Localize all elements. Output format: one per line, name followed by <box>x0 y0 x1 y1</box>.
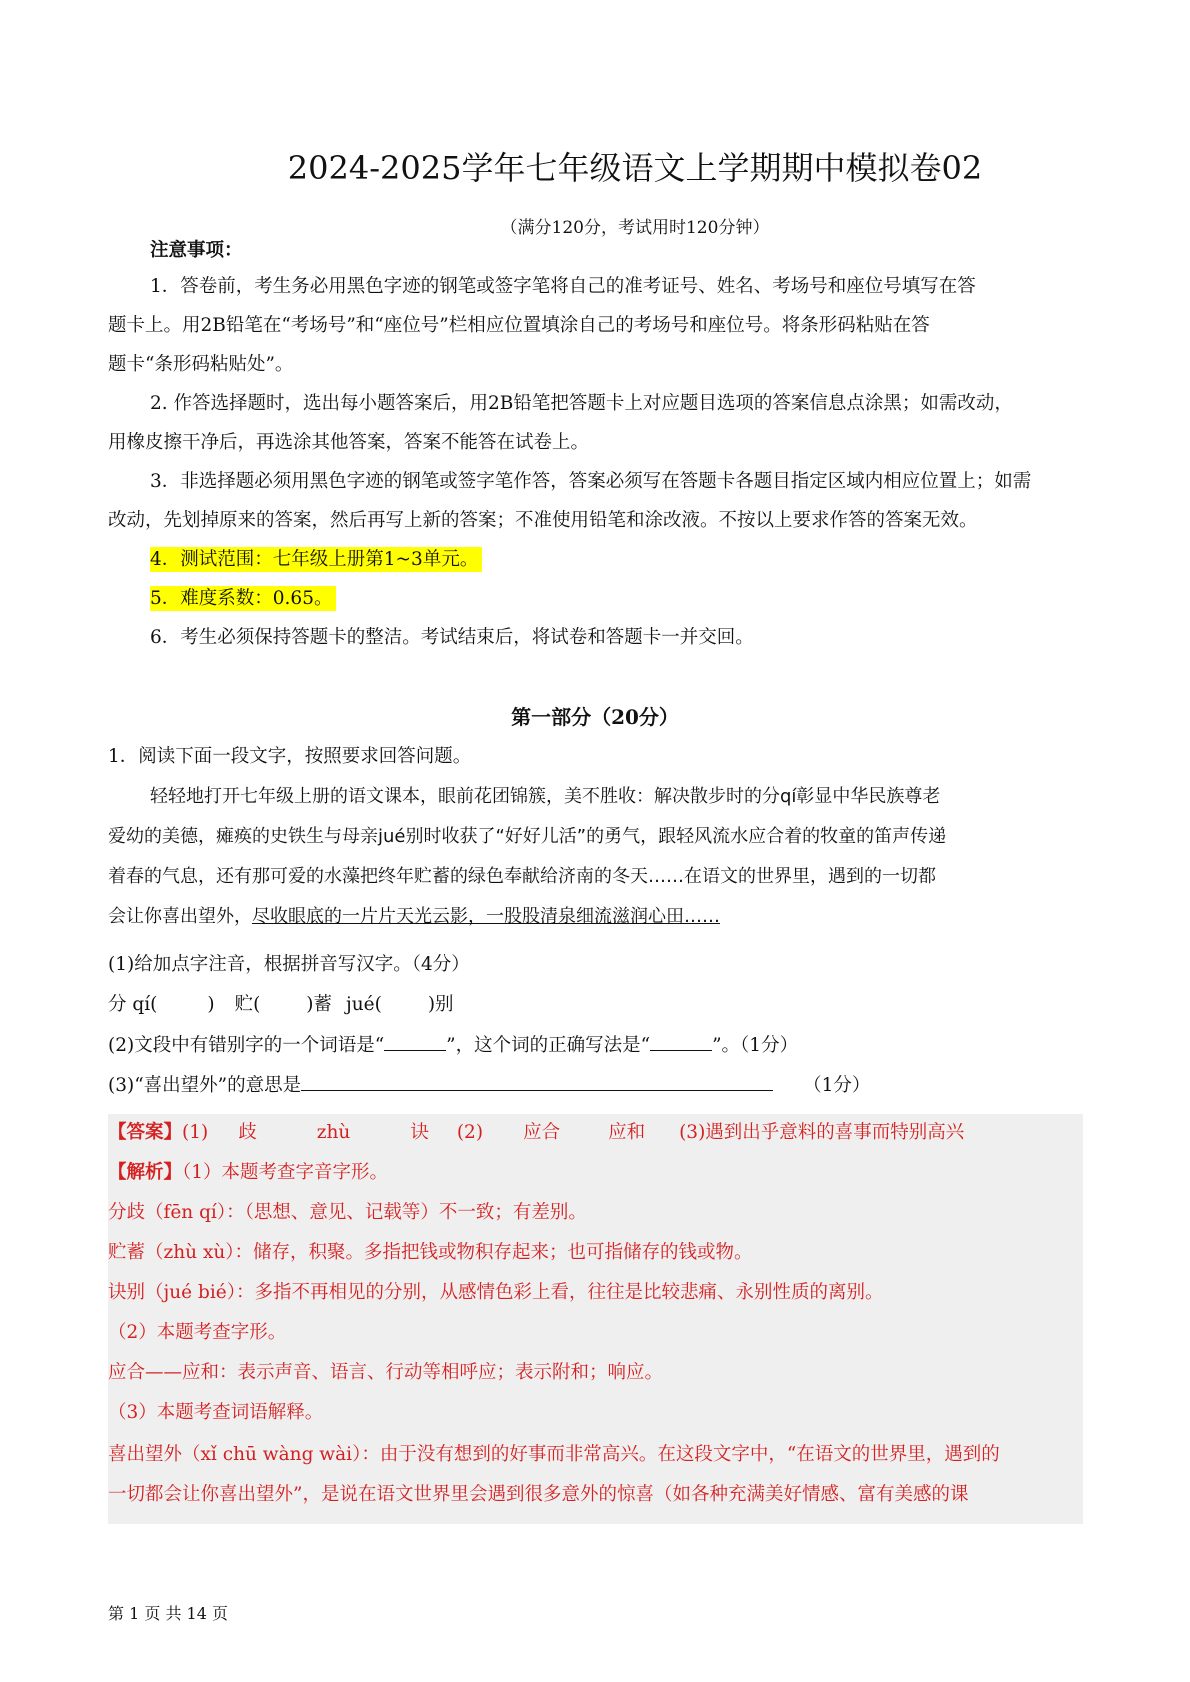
sub-question-2: (2)文段中有错别字的一个词语是“ ”，这个词的正确写法是“ ”。（1分） <box>108 1030 1083 1061</box>
answer-line: 【答案】(1) 歧 zhù 诀 (2) 应合 应和 (3)遇到出乎意料的喜事而特别高兴 <box>108 1122 965 1143</box>
passage-line <box>108 902 1083 932</box>
analysis-line: （2）本题考查字形。 <box>108 1322 287 1343</box>
passage-line: 爱幼的美德，瘫痪的史铁生与母亲jué别时收获了“好好儿活”的勇气，跟轻风流水应合着的牧童的笛声传递 <box>108 826 947 847</box>
exam-meta: （满分120分，考试用时120分钟） <box>500 218 770 238</box>
note-line: 2. 作答选择题时，选出每小题答案后，用2B铅笔把答题卡上对应题目选项的答案信息点涂黑；如需改动， <box>150 393 1013 414</box>
passage-line: 着春的气息，还有那可爱的水藻把终年贮蓄的绿色奉献给济南的冬天……在语文的世界里，遇到的一切都 <box>108 866 936 887</box>
note-line: 题卡“条形码粘贴处”。 <box>108 354 294 375</box>
analysis-line: 喜出望外（xǐ chū wàng wài）：由于没有想到的好事而非常高兴。在这段文字中，“在语文的世界里，遇到的 <box>108 1444 1000 1465</box>
notes-heading: 注意事项： <box>150 240 243 261</box>
analysis-line: 应合——应和：表示声音、语言、行动等相呼应；表示附和；响应。 <box>108 1362 664 1383</box>
note-line: 3．非选择题必须用黑色字迹的钢笔或签字笔作答，答案必须写在答题卡各题目指定区域内相应位置上；如需 <box>150 471 1032 492</box>
passage-underlined: 尽收眼底的一片片天光云影，一股股清泉细流滋润心田…… <box>252 906 720 927</box>
sub-question-3: (3)“喜出望外”的意思是 （1分） <box>108 1070 1083 1101</box>
note-line: 用橡皮擦干净后，再选涂其他答案，答案不能答在试卷上。 <box>108 432 590 453</box>
page-title: 2024-2025学年七年级语文上学期期中模拟卷02 <box>287 149 983 187</box>
note-line: 1．答卷前，考生务必用黑色字迹的钢笔或签字笔将自己的准考证号、姓名、考场号和座位号填写在答 <box>150 276 976 297</box>
note-line: 改动，先划掉原来的答案，然后再写上新的答案；不准使用铅笔和涂改液。不按以上要求作答的答案无效。 <box>108 510 978 531</box>
sub-question-1-blanks: 分 qí( ) 贮( )蓄 jué( )别 <box>108 994 454 1015</box>
analysis-line: （3）本题考查词语解释。 <box>108 1402 324 1423</box>
note-line: 题卡上。用2B铅笔在“考场号”和“座位号”栏相应位置填涂自己的考场号和座位号。将条形码粘贴在答 <box>108 315 930 336</box>
note-line-highlighted <box>150 584 1083 614</box>
analysis-line: 一切都会让你喜出望外”，是说在语文世界里会遇到很多意外的惊喜（如各种充满美好情感、富有美感的课 <box>108 1484 969 1505</box>
analysis-line: 【解析】（1）本题考查字音字形。 <box>108 1162 389 1183</box>
question-stem: 1．阅读下面一段文字，按照要求回答问题。 <box>108 746 472 767</box>
analysis-line: 贮蓄（zhù xù）：储存，积聚。多指把钱或物积存起来；也可指储存的钱或物。 <box>108 1242 753 1263</box>
passage-text: 会让你喜出望外， <box>108 906 252 927</box>
highlight-range: 4．测试范围：七年级上册第1~3单元。 <box>150 547 482 572</box>
answer-blank[interactable] <box>301 1070 773 1091</box>
page-footer: 第 1 页 共 14 页 <box>108 1604 228 1623</box>
passage-line: 轻轻地打开七年级上册的语文课本，眼前花团锦簇，美不胜收：解决散步时的分qí彰显中华民族尊老 <box>150 786 941 807</box>
analysis-line: 分歧（fēn qí）：（思想、意见、记载等）不一致；有差别。 <box>108 1202 587 1223</box>
section-title: 第一部分（20分） <box>511 705 679 729</box>
highlight-difficulty: 5．难度系数：0.65。 <box>150 586 336 611</box>
sub-question-1: (1)给加点字注音，根据拼音写汉字。（4分） <box>108 954 470 975</box>
analysis-label: 【解析】 <box>108 1162 183 1183</box>
note-line-highlighted <box>150 545 1083 575</box>
answer-blank[interactable] <box>384 1030 446 1051</box>
analysis-line: 诀别（jué bié）：多指不再相见的分别，从感情色彩上看，往往是比较悲痛、永别性质的离别。 <box>108 1282 884 1303</box>
note-line: 6．考生必须保持答题卡的整洁。考试结束后，将试卷和答题卡一并交回。 <box>150 627 754 648</box>
answer-label: 【答案】 <box>108 1122 183 1143</box>
answer-blank[interactable] <box>650 1030 712 1051</box>
